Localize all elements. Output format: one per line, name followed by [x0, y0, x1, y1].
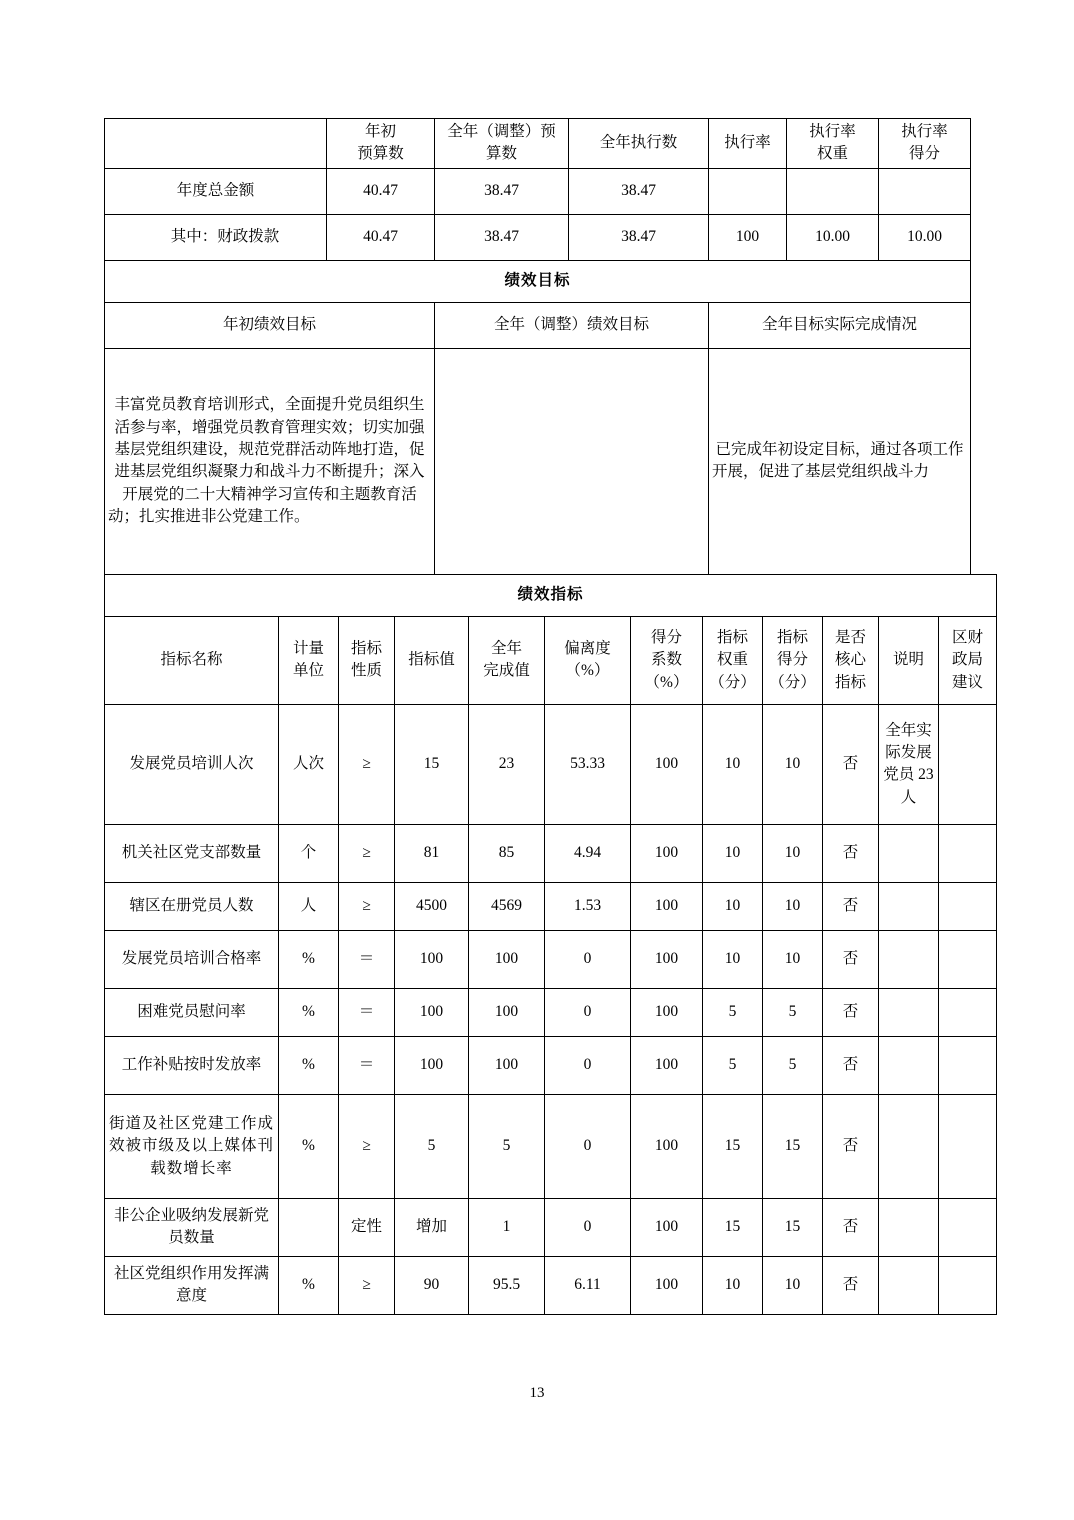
- indicator-advice: [939, 704, 997, 824]
- indicator-nature: ＝: [339, 1036, 395, 1094]
- budget-header-exec-weight-line1: 执行率: [809, 123, 856, 140]
- indicator-deviation: 0: [545, 1198, 631, 1256]
- ind-header-target: 指标值: [395, 616, 469, 704]
- indicator-unit: 个: [279, 824, 339, 882]
- indicator-completed: 1: [469, 1198, 545, 1256]
- indicator-core: 否: [823, 1036, 879, 1094]
- budget-header-executed: 全年执行数: [569, 119, 709, 169]
- indicator-deviation: 0: [545, 988, 631, 1036]
- indicator-coef: 100: [631, 1198, 703, 1256]
- indicator-name: 社区党组织作用发挥满意度: [105, 1256, 279, 1314]
- budget-header-adjusted-line1: 全年（调整）预: [447, 123, 556, 140]
- budget-row-exec-rate: 100: [709, 214, 787, 260]
- ind-header-unit: [279, 616, 339, 704]
- ind-header-unit-line1: 计量: [292, 639, 324, 657]
- indicator-deviation: 0: [545, 1036, 631, 1094]
- indicator-name: 工作补贴按时发放率: [105, 1036, 279, 1094]
- indicator-deviation: 53.33: [545, 704, 631, 824]
- ind-header-advice-line2: 政局: [952, 651, 984, 669]
- indicator-core: 否: [823, 1256, 879, 1314]
- indicator-core: 否: [823, 704, 879, 824]
- indicator-core: 否: [823, 1198, 879, 1256]
- ind-header-weight-line2: 权重: [716, 651, 748, 669]
- goal-adjusted-text: [435, 348, 709, 574]
- ind-header-score-line1: 指标: [776, 628, 808, 646]
- indicator-weight: 10: [703, 824, 763, 882]
- indicator-coef: 100: [631, 824, 703, 882]
- indicator-nature: 定性: [339, 1198, 395, 1256]
- ind-header-nature-line2: 性质: [350, 662, 382, 680]
- indicator-note: [879, 882, 939, 930]
- indicator-title-row: [105, 574, 997, 616]
- table-row: [105, 930, 997, 988]
- budget-header-adjusted: [435, 119, 569, 169]
- ind-header-core: [823, 616, 879, 704]
- indicator-note: [879, 1198, 939, 1256]
- ind-header-name: 指标名称: [105, 616, 279, 704]
- ind-header-score-line3: （分）: [769, 673, 816, 691]
- goal-begin-text: 丰富党员教育培训形式，全面提升党员组织生活参与率，增强党员教育管理实效；切实加强基层党组织建设，规范党群活动阵地打造，促进基层党组织凝聚力和战斗力不断提升；深入开展党的二十大精神学习宣传和主题教育活动；扎实推进非公党建工作。: [105, 348, 435, 574]
- performance-goal-header-row: [105, 302, 971, 348]
- indicator-deviation: 6.11: [545, 1256, 631, 1314]
- indicator-coef: 100: [631, 988, 703, 1036]
- indicator-name: 街道及社区党建工作成效被市级及以上媒体刊载数增长率: [105, 1094, 279, 1198]
- indicator-coef: 100: [631, 1036, 703, 1094]
- ind-header-weight-line1: 指标: [716, 628, 748, 646]
- indicator-note: [879, 988, 939, 1036]
- budget-header-exec-score: [879, 119, 971, 169]
- indicator-advice: [939, 930, 997, 988]
- indicator-nature: ≥: [339, 882, 395, 930]
- table-row: [105, 1256, 997, 1314]
- budget-row-begin: 40.47: [327, 214, 435, 260]
- budget-header-begin: [327, 119, 435, 169]
- budget-header-exec-rate: 执行率: [709, 119, 787, 169]
- indicator-nature: ≥: [339, 1094, 395, 1198]
- indicator-weight: 5: [703, 988, 763, 1036]
- indicator-score: 10: [763, 1256, 823, 1314]
- indicator-name: 困难党员慰问率: [105, 988, 279, 1036]
- budget-row-label: 年度总金额: [105, 168, 327, 214]
- indicator-weight: 10: [703, 704, 763, 824]
- indicator-name: 发展党员培训合格率: [105, 930, 279, 988]
- indicator-advice: [939, 824, 997, 882]
- indicator-coef: 100: [631, 704, 703, 824]
- indicator-unit: 人: [279, 882, 339, 930]
- indicator-target: 81: [395, 824, 469, 882]
- indicator-note: [879, 1256, 939, 1314]
- indicator-nature: ≥: [339, 824, 395, 882]
- indicator-unit: %: [279, 930, 339, 988]
- indicator-core: 否: [823, 930, 879, 988]
- indicator-weight: 10: [703, 882, 763, 930]
- table-row: [105, 988, 997, 1036]
- indicator-target: 15: [395, 704, 469, 824]
- indicator-nature: ＝: [339, 988, 395, 1036]
- indicator-note: [879, 824, 939, 882]
- table-row: [105, 824, 997, 882]
- table-row: [105, 1198, 997, 1256]
- budget-header-row: [105, 119, 971, 169]
- indicator-target: 100: [395, 1036, 469, 1094]
- indicator-completed: 100: [469, 1036, 545, 1094]
- ind-header-coef-line2: 系数: [650, 651, 682, 669]
- ind-header-deviation: [545, 616, 631, 704]
- table-row: [105, 168, 971, 214]
- budget-header-exec-weight-line2: 权重: [816, 145, 848, 163]
- indicator-score: 10: [763, 824, 823, 882]
- indicator-completed: 100: [469, 988, 545, 1036]
- ind-header-unit-line2: 单位: [292, 662, 324, 680]
- budget-header-exec-score-line2: 得分: [908, 145, 940, 163]
- ind-header-deviation-line2: （%）: [565, 662, 610, 680]
- ind-header-nature: [339, 616, 395, 704]
- indicator-advice: [939, 1036, 997, 1094]
- budget-row-executed: 38.47: [569, 168, 709, 214]
- budget-performance-table: [104, 118, 971, 575]
- budget-row-adjusted: 38.47: [435, 214, 569, 260]
- indicator-score: 10: [763, 882, 823, 930]
- ind-header-advice-line3: 建议: [952, 673, 984, 691]
- indicator-unit: [279, 1198, 339, 1256]
- goal-actual-text: 已完成年初设定目标，通过各项工作开展，促进了基层党组织战斗力: [709, 348, 971, 574]
- indicator-unit: %: [279, 1256, 339, 1314]
- indicator-unit: %: [279, 1036, 339, 1094]
- indicator-score: 10: [763, 704, 823, 824]
- indicator-unit: %: [279, 988, 339, 1036]
- indicator-target: 100: [395, 930, 469, 988]
- goal-header-adjusted: 全年（调整）绩效目标: [435, 302, 709, 348]
- indicator-name: 辖区在册党员人数: [105, 882, 279, 930]
- budget-header-begin-line1: 年初: [364, 123, 396, 140]
- indicator-deviation: 4.94: [545, 824, 631, 882]
- ind-header-completed: [469, 616, 545, 704]
- indicator-completed: 23: [469, 704, 545, 824]
- indicator-note: 全年实际发展党员 23 人: [879, 704, 939, 824]
- indicator-advice: [939, 1256, 997, 1314]
- indicator-core: 否: [823, 1094, 879, 1198]
- ind-header-weight-line3: （分）: [709, 673, 756, 691]
- indicator-deviation: 1.53: [545, 882, 631, 930]
- indicator-score: 10: [763, 930, 823, 988]
- indicator-note: [879, 1094, 939, 1198]
- table-row: [105, 214, 971, 260]
- budget-row-exec-score: [879, 168, 971, 214]
- ind-header-weight: [703, 616, 763, 704]
- indicator-advice: [939, 1094, 997, 1198]
- indicator-coef: 100: [631, 930, 703, 988]
- budget-row-label: 其中：财政拨款: [105, 214, 327, 260]
- performance-goal-title-row: [105, 260, 971, 302]
- indicator-name: 发展党员培训人次: [105, 704, 279, 824]
- table-row: [105, 882, 997, 930]
- indicator-nature: ≥: [339, 1256, 395, 1314]
- indicator-coef: 100: [631, 882, 703, 930]
- indicator-score: 15: [763, 1094, 823, 1198]
- indicator-score: 5: [763, 988, 823, 1036]
- indicator-weight: 15: [703, 1198, 763, 1256]
- budget-row-executed: 38.47: [569, 214, 709, 260]
- indicator-name: 机关社区党支部数量: [105, 824, 279, 882]
- ind-header-completed-line1: 全年: [490, 639, 522, 657]
- goal-header-begin: 年初绩效目标: [105, 302, 435, 348]
- ind-header-completed-line2: 完成值: [483, 662, 530, 680]
- indicator-core: 否: [823, 988, 879, 1036]
- indicator-score: 15: [763, 1198, 823, 1256]
- indicator-advice: [939, 988, 997, 1036]
- indicator-completed: 100: [469, 930, 545, 988]
- indicator-nature: ＝: [339, 930, 395, 988]
- ind-header-core-line2: 核心: [834, 651, 866, 669]
- budget-header-adjusted-line2: 算数: [485, 145, 517, 163]
- ind-header-core-line1: 是否: [834, 628, 866, 646]
- ind-header-nature-line1: 指标: [350, 639, 382, 657]
- performance-goal-content-row: [105, 348, 971, 574]
- ind-header-advice-line1: 区财: [952, 628, 984, 646]
- indicator-coef: 100: [631, 1094, 703, 1198]
- budget-row-exec-weight: [787, 168, 879, 214]
- indicator-nature: ≥: [339, 704, 395, 824]
- indicator-core: 否: [823, 882, 879, 930]
- ind-header-note: 说明: [879, 616, 939, 704]
- indicator-completed: 85: [469, 824, 545, 882]
- indicator-completed: 5: [469, 1094, 545, 1198]
- indicator-weight: 10: [703, 1256, 763, 1314]
- ind-header-coef-line3: （%）: [644, 673, 689, 691]
- goal-header-actual: 全年目标实际完成情况: [709, 302, 971, 348]
- indicator-completed: 95.5: [469, 1256, 545, 1314]
- indicator-header-row: [105, 616, 997, 704]
- ind-header-coef-line1: 得分: [650, 628, 682, 646]
- indicator-note: [879, 1036, 939, 1094]
- indicator-note: [879, 930, 939, 988]
- budget-row-begin: 40.47: [327, 168, 435, 214]
- indicator-target: 5: [395, 1094, 469, 1198]
- indicator-coef: 100: [631, 1256, 703, 1314]
- indicator-section-title: 绩效指标: [105, 574, 997, 616]
- table-row: [105, 1036, 997, 1094]
- indicator-name: 非公企业吸纳发展新党员数量: [105, 1198, 279, 1256]
- ind-header-score: [763, 616, 823, 704]
- budget-header-begin-line2: 预算数: [357, 145, 404, 163]
- indicator-score: 5: [763, 1036, 823, 1094]
- indicator-advice: [939, 882, 997, 930]
- indicator-completed: 4569: [469, 882, 545, 930]
- budget-row-exec-weight: 10.00: [787, 214, 879, 260]
- table-row: [105, 704, 997, 824]
- budget-header-exec-weight: [787, 119, 879, 169]
- ind-header-coef: [631, 616, 703, 704]
- indicator-target: 90: [395, 1256, 469, 1314]
- indicator-advice: [939, 1198, 997, 1256]
- budget-row-adjusted: 38.47: [435, 168, 569, 214]
- indicator-core: 否: [823, 824, 879, 882]
- performance-goal-section-title: 绩效目标: [105, 260, 971, 302]
- budget-row-exec-score: 10.00: [879, 214, 971, 260]
- indicator-deviation: 0: [545, 1094, 631, 1198]
- indicator-deviation: 0: [545, 930, 631, 988]
- budget-row-exec-rate: [709, 168, 787, 214]
- budget-header-exec-score-line1: 执行率: [901, 123, 948, 140]
- indicator-weight: 5: [703, 1036, 763, 1094]
- ind-header-core-line3: 指标: [834, 673, 866, 691]
- budget-header-empty: [105, 119, 327, 169]
- indicator-weight: 10: [703, 930, 763, 988]
- indicator-target: 4500: [395, 882, 469, 930]
- indicator-unit: %: [279, 1094, 339, 1198]
- page-number: 13: [529, 1385, 545, 1401]
- indicator-target: 100: [395, 988, 469, 1036]
- indicator-unit: 人次: [279, 704, 339, 824]
- performance-indicator-table: [104, 574, 997, 1315]
- ind-header-advice: [939, 616, 997, 704]
- ind-header-score-line2: 得分: [776, 651, 808, 669]
- indicator-target: 增加: [395, 1198, 469, 1256]
- table-row: [105, 1094, 997, 1198]
- indicator-weight: 15: [703, 1094, 763, 1198]
- ind-header-deviation-line1: 偏离度: [564, 639, 611, 657]
